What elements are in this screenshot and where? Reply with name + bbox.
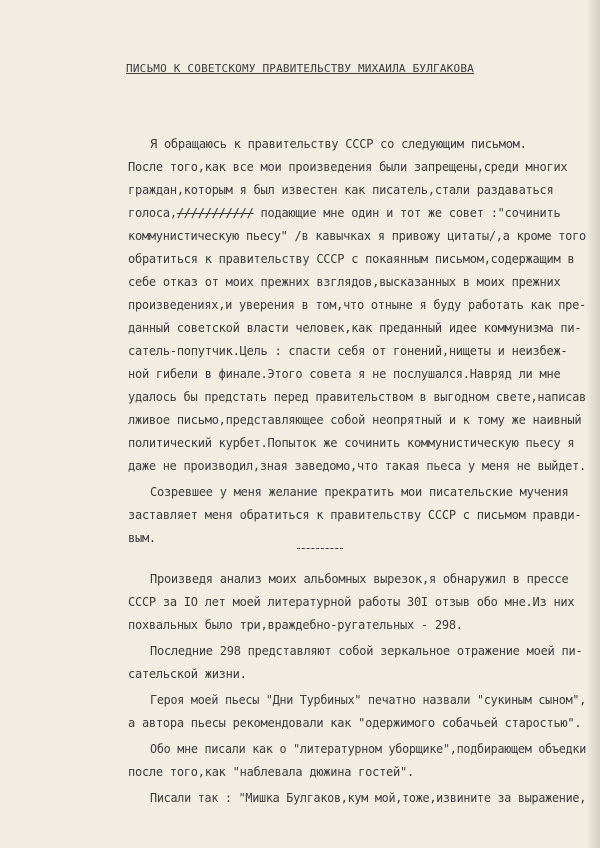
text-line xyxy=(150,485,568,499)
text-line xyxy=(150,742,586,756)
text-line xyxy=(128,229,586,243)
line-text: заставляет меня обратиться к правительству СССР с письмом правди- xyxy=(128,508,582,522)
text-line xyxy=(128,275,560,289)
line-text: после того,как "наблевала дюжина гостей". xyxy=(128,765,414,779)
text-line xyxy=(128,716,581,730)
text-line xyxy=(128,252,574,266)
text-line xyxy=(128,459,586,473)
text-line xyxy=(128,206,560,220)
line-text: политический курбет.Попыток же сочинить коммунистическую пьесу я xyxy=(128,436,575,450)
text-line xyxy=(128,413,581,427)
text-line xyxy=(150,137,527,151)
text-line xyxy=(128,183,553,197)
text-line xyxy=(150,791,586,805)
text-line xyxy=(128,531,156,545)
line-text: Последние 298 представляют собой зеркальное отражение моей пи- xyxy=(150,644,583,658)
line-text: ной гибели в финале.Этого совета я не послушался.Навряд ли мне xyxy=(128,367,561,381)
text-line xyxy=(150,644,582,658)
line-text: а автора пьесы рекомендовали как "одержимого собачьей старостью". xyxy=(128,716,582,730)
line-text: коммунистическую пьесу" /в кавычках я привожу цитаты/,а кроме того xyxy=(128,229,586,243)
text-line xyxy=(128,321,581,335)
line-text: данный советской власти человек,как преданный идее коммунизма пи- xyxy=(128,321,582,335)
text-line xyxy=(128,595,574,609)
text-line xyxy=(128,667,247,681)
line-text: произведениях,и уверения в том,что отныне я буду работать как пре- xyxy=(128,298,586,312)
text-line xyxy=(128,618,463,632)
text-line xyxy=(150,693,586,707)
line-text: вым. xyxy=(128,531,156,545)
line-text: Обо мне писали как о "литературном уборщике",подбирающем объедки xyxy=(150,742,586,756)
text-line xyxy=(128,298,586,312)
line-text: подающие мне один и тот же совет :"сочинить xyxy=(253,206,561,220)
line-text: удалось бы предстать перед правительством в выгодном свете,написав xyxy=(128,390,586,404)
line-text: Писали так : "Мишка Булгаков,кум мой,тоже,извините за выражение, xyxy=(150,791,586,805)
line-text: обратиться к правительству СССР с покаянным письмом,содержащим в xyxy=(128,252,575,266)
section-divider xyxy=(297,548,343,549)
letter-title: ПИСЬМО К СОВЕТСКОМУ ПРАВИТЕЛЬСТВУ МИХАИЛА БУЛГАКОВА xyxy=(126,62,474,75)
line-text: сатель-попутчик.Цель : спасти себя от гонений,нищеты и неизбеж- xyxy=(128,344,568,358)
line-text: СССР за IO лет моей литературной работы 30I отзыв обо мне.Из них xyxy=(128,595,575,609)
line-text: похвальных было три,враждебно-ругательных - 298. xyxy=(128,618,463,632)
line-text: Я обращаюсь к правительству СССР со следующим письмом. xyxy=(150,137,527,151)
line-text: себе отказ от моих прежних взглядов,высказанных в моих прежних xyxy=(128,275,561,289)
text-line xyxy=(128,390,586,404)
text-line xyxy=(150,572,568,586)
text-line xyxy=(128,436,574,450)
struck-out-text: /////////// xyxy=(176,206,254,220)
text-line xyxy=(128,765,414,779)
line-text: сательской жизни. xyxy=(128,667,247,681)
line-text: После того,как все мои произведения были запрещены,среди многих xyxy=(128,160,568,174)
line-text: даже не производил,зная заведомо,что такая пьеса у меня не выйдет. xyxy=(128,459,586,473)
page-edge-shadow xyxy=(586,0,600,848)
line-text: лживое письмо,представляющее собой неопрятный и к тому же наивный xyxy=(128,413,582,427)
text-line xyxy=(128,160,567,174)
text-line xyxy=(128,344,567,358)
text-line xyxy=(128,367,560,381)
line-text: Героя моей пьесы "Дни Турбиных" печатно назвали "сукиным сыном", xyxy=(150,693,586,707)
line-text: Созревшее у меня желание прекратить мои писательские мучения xyxy=(150,485,569,499)
line-text: граждан,которым я был известен как писатель,стали раздаваться xyxy=(128,183,554,197)
text-line xyxy=(128,508,581,522)
line-text: Произведя анализ моих альбомных вырезок,я обнаружил в прессе xyxy=(150,572,569,586)
line-text: голоса, xyxy=(128,206,177,220)
